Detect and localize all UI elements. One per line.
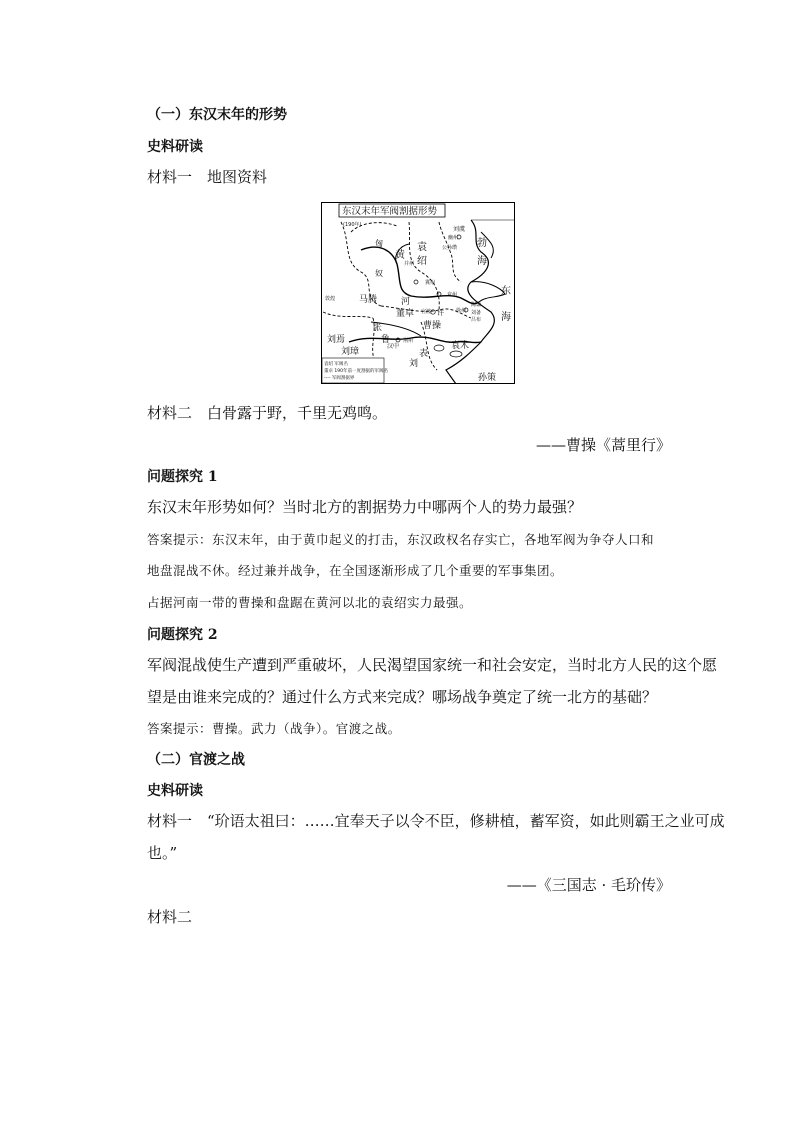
section-2-material-1-line2: 也。” — [147, 844, 178, 862]
section-2-heading: （二）官渡之战 — [147, 752, 245, 768]
question-1-answer-line1: 答案提示：东汉末年，由于黄巾起义的打击，东汉政权名存实亡，各地军阀为争夺人口和 — [147, 532, 655, 547]
map-label-jingzhou: 荆州 — [403, 338, 414, 344]
map-title: 东汉末年军阀割据形势 — [342, 206, 438, 217]
question-1-title: 问题探究 1 — [147, 469, 218, 485]
section-2-material-1-source: ——《三国志 · 毛玠传》 — [506, 876, 671, 894]
section-2-material-2-label: 材料二 — [147, 908, 193, 926]
map-label-xu: 许 — [437, 309, 444, 317]
map-label-yuanshu: 袁术 — [451, 341, 470, 351]
map-label-gongsunzan: 公孙瓒 — [442, 245, 458, 251]
map-label-hai: 海 — [477, 256, 487, 267]
map-label-zhang: 张 — [373, 323, 383, 333]
map-label-liuzhang: 刘璋 — [341, 347, 360, 357]
map-label-bingzhou: 并州 — [404, 261, 415, 267]
map-year: (190年) — [343, 222, 362, 228]
map-legend-1: 袁绍 军阀名 — [324, 362, 348, 367]
question-1-answer-line2: 地盘混战不休。经过兼并战争，在全国逐渐形成了几个重要的军事集团。 — [147, 563, 564, 578]
map-label-hai2: 海 — [501, 312, 511, 323]
map-label-xiongnu2: 奴 — [375, 269, 383, 278]
map-label-liubei: 刘备 — [471, 310, 482, 316]
map-label-sunce: 孙策 — [478, 373, 497, 383]
map-label-shao: 绍 — [417, 256, 427, 267]
material-2-source: ——曹操《蒿里行》 — [535, 436, 671, 454]
map-label-lvbu: 吕布 — [471, 317, 482, 323]
map-svg — [321, 202, 515, 384]
question-1-text: 东汉末年形势如何？当时北方的割据势力中哪两个人的势力最强？ — [147, 498, 583, 516]
question-2-text-line1: 军阀混战使生产遭到严重破坏，人民渴望国家统一和社会安定，当时北方人民的这个愿 — [147, 656, 718, 674]
map-label-biao: 表 — [419, 349, 429, 359]
study-title-2: 史料研读 — [147, 783, 203, 799]
map-label-dong: 东 — [501, 286, 511, 297]
map-label-jizhou: 冀州 — [425, 280, 436, 286]
material-1-label: 材料一 地图资料 — [147, 168, 268, 186]
question-2-answer: 答案提示：曹操。武力（战争）。官渡之战。 — [147, 721, 401, 736]
material-2-text: 材料二 白骨露于野，千里无鸡鸣。 — [147, 404, 388, 422]
map-label-caocao: 曹操 — [423, 321, 442, 331]
map-label-machao: 马腾 — [359, 295, 378, 305]
map-label-he: 河 — [401, 297, 411, 307]
map-label-liuyu: 刘虞 — [453, 226, 466, 233]
map-legend-3: ---- 军阀割据界 — [324, 376, 355, 381]
map-label-guandu: 官渡 — [421, 309, 432, 315]
map-label-liu: 刘 — [409, 359, 419, 369]
study-title-1: 史料研读 — [147, 139, 203, 155]
map-label-youzhou: 幽州 — [448, 235, 459, 241]
map-label-hanzhong: 汉中 — [387, 343, 400, 350]
map-label-huang: 黄 — [395, 250, 405, 261]
section-1-heading: （一）东汉末年的形势 — [147, 107, 287, 123]
map-label-yanzhou: 兖州 — [447, 292, 458, 298]
map-figure — [321, 202, 515, 384]
map-label-yuan: 袁 — [417, 242, 427, 253]
map-label-dongzhuo: 董卓 — [396, 309, 415, 319]
question-1-answer-line3: 占据河南一带的曹操和盘踞在黄河以北的袁绍实力最强。 — [147, 595, 473, 610]
map-label-xuzhou: 徐州 — [456, 308, 467, 314]
map-label-liuyan: 刘焉 — [327, 335, 346, 345]
map-label-xiongnu1: 匈 — [375, 239, 383, 248]
section-2-material-1-line1: 材料一 “玠语太祖曰：……宜奉天子以令不臣，修耕植，蓄军资，如此则霸王之业可成 — [147, 812, 725, 830]
map-label-lu: 鲁 — [381, 335, 391, 345]
map-legend-2: 董卓 190年前一度割据的军阀名 — [324, 369, 389, 374]
map-label-taoqian: 陶谦 — [471, 302, 482, 308]
question-2-title: 问题探究 2 — [147, 627, 218, 643]
question-2-text-line2: 望是由谁来完成的？通过什么方式来完成？哪场战争奠定了统一北方的基础？ — [147, 688, 658, 706]
map-label-bo: 勃 — [477, 238, 487, 249]
map-label-dunhuang: 敦煌 — [325, 296, 336, 302]
